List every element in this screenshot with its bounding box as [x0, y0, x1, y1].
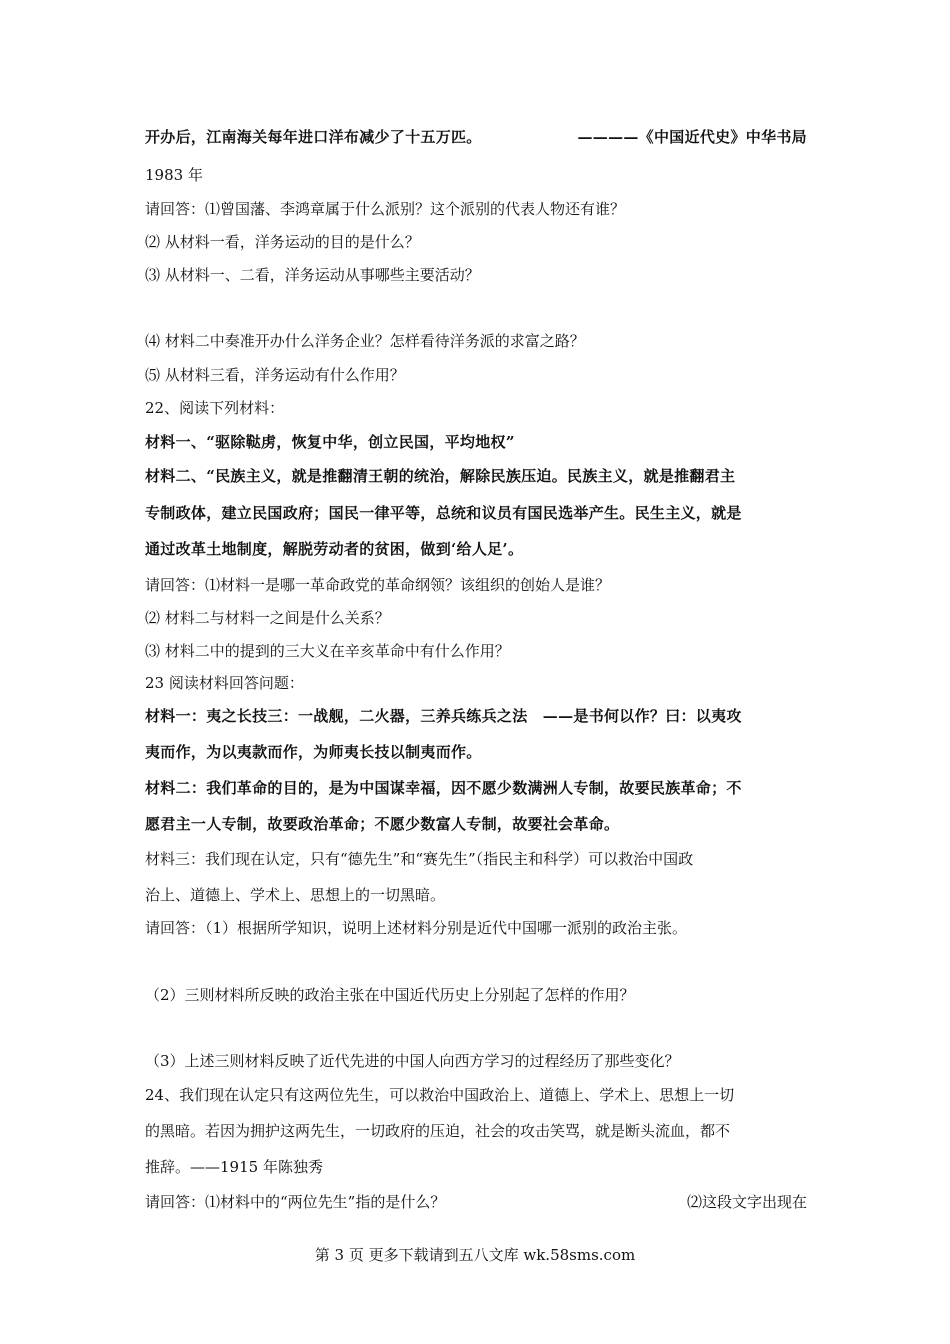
page-footer: 第 3 页 更多下载请到五八文库 wk.58sms.com	[314, 1246, 636, 1264]
material-line: 愿君主一人专制，故要政治革命；不愿少数富人专制，故要社会革命。	[145, 815, 620, 833]
question-line: ⑸ 从材料三看，洋务运动有什么作用？	[145, 366, 405, 384]
material-line: 材料二：我们革命的目的，是为中国谋幸福，因不愿少数满洲人专制，故要民族革命；不	[145, 779, 742, 797]
material-line: 专制政体，建立民国政府；国民一律平等，总统和议员有国民选举产生。民生主义，就是	[145, 504, 742, 522]
citation-source: ————《中国近代史》中华书局	[577, 128, 807, 146]
question-heading: 23 阅读材料回答问题：	[145, 674, 304, 692]
question-line: ⑵ 从材料一看，洋务运动的目的是什么？	[145, 233, 420, 251]
question-line: ⑶ 材料二中的提到的三大义在辛亥革命中有什么作用？	[145, 642, 510, 660]
question-heading: 22、阅读下列材料：	[145, 399, 285, 417]
question-line: ⑷ 材料二中奏准开办什么洋务企业？怎样看待洋务派的求富之路？	[145, 332, 585, 350]
question-line: 推辞。——1915 年陈独秀	[145, 1158, 323, 1176]
question-line: 的黑暗。若因为拥护这两先生，一切政府的压迫，社会的攻击笑骂，就是断头流血，都不	[145, 1122, 731, 1140]
text-segment: 开办后，江南海关每年进口洋布减少了十五万匹。	[145, 128, 482, 146]
material-line: 材料一、“驱除鞑虏，恢复中华，创立民国，平均地权”	[145, 433, 515, 451]
material-line: 材料三：我们现在认定，只有“德先生”和“赛先生”（指民主和科学）可以救治中国政	[145, 850, 694, 868]
text-line	[145, 127, 807, 147]
question-line: （3）上述三则材料反映了近代先进的中国人向西方学习的过程经历了那些变化？	[145, 1052, 680, 1070]
question-line: ⑵ 材料二与材料一之间是什么关系？	[145, 609, 390, 627]
text-line: 1983 年	[145, 166, 203, 184]
material-line: 材料一：夷之长技三：一战舰，二火器，三养兵练兵之法 ——是书何以作？曰：以夷攻	[145, 707, 742, 725]
text-segment: 请回答：⑴材料中的“两位先生”指的是什么？	[145, 1193, 446, 1211]
material-line: 治上、道德上、学术上、思想上的一切黑暗。	[145, 886, 446, 904]
text-segment: ⑵这段文字出现在	[686, 1193, 807, 1211]
question-line: 请回答：⑴材料一是哪一革命政党的革命纲领？该组织的创始人是谁？	[145, 576, 611, 594]
question-line: （2）三则材料所反映的政治主张在中国近代历史上分别起了怎样的作用？	[145, 986, 635, 1004]
material-line: 通过改革土地制度，解脱劳动者的贫困，做到‘给人足’。	[145, 540, 524, 558]
question-line: 请回答：（1）根据所学知识，说明上述材料分别是近代中国哪一派别的政治主张。	[145, 919, 688, 937]
material-line: 夷而作，为以夷款而作，为师夷长技以制夷而作。	[145, 743, 482, 761]
question-line: 请回答：⑴曾国藩、李鸿章属于什么派别？这个派别的代表人物还有谁？	[145, 200, 626, 218]
question-line: ⑶ 从材料一、二看，洋务运动从事哪些主要活动？	[145, 266, 480, 284]
material-line: 材料二、“民族主义，就是推翻清王朝的统治，解除民族压迫。民族主义，就是推翻君主	[145, 467, 736, 485]
question-line: 24、我们现在认定只有这两位先生，可以救治中国政治上、道德上、学术上、思想上一切	[145, 1086, 735, 1104]
question-line	[145, 1192, 807, 1212]
